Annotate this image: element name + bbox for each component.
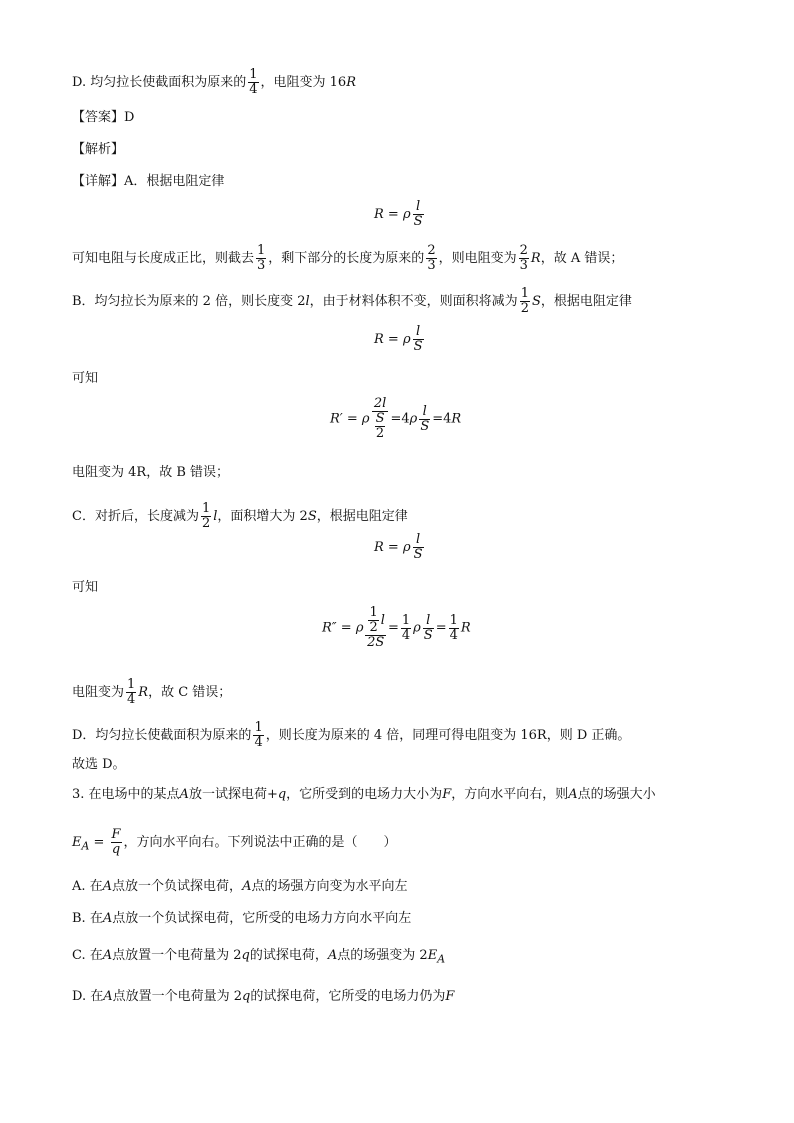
var-q: q — [241, 948, 250, 963]
formula-l: l — [415, 199, 421, 214]
rpp-fraction-1 — [401, 614, 411, 643]
rp-fraction — [419, 405, 430, 434]
fraction-den: 3 — [427, 258, 436, 273]
rpp-den: 2S — [367, 635, 385, 650]
rpp-m2: = — [435, 620, 447, 636]
fraction-num: 1 — [520, 286, 529, 301]
var-r: R — [346, 75, 356, 90]
formula-eq: = — [383, 332, 403, 347]
formula-l: l — [415, 532, 421, 547]
option-text: B. 在 — [72, 911, 103, 926]
c-analysis-line — [72, 502, 408, 531]
formula-r-double-prime — [322, 606, 471, 650]
q3-text-3: ，它所受到的电场力大小为 — [286, 787, 443, 802]
rpp-fraction-ls — [423, 614, 434, 643]
c-result-text-2: ，故 C 错误； — [148, 685, 232, 700]
choose-line: 故选 D。 — [72, 757, 126, 772]
var-a: A — [102, 948, 113, 963]
rp-den-num: S — [375, 411, 385, 426]
rpp-num-fraction — [368, 606, 378, 635]
option-text: A. 在 — [72, 879, 103, 894]
fraction-num: 1 — [249, 67, 258, 82]
q3-stem-line-2 — [72, 828, 397, 857]
b-result: 电阻变为 4R，故 B 错误； — [72, 465, 230, 480]
var-a: A — [327, 948, 338, 963]
option-text: C. 在 — [72, 948, 103, 963]
a-line-text-4: ，故 A 错误； — [540, 251, 624, 266]
var-f: F — [442, 787, 452, 802]
rp-m2: =4 — [432, 411, 452, 427]
q3-frac-num: F — [111, 827, 121, 842]
q3-text-6: ，方向水平向右。下列说法中正确的是（ ） — [123, 835, 397, 850]
fraction-den: 2 — [520, 301, 529, 316]
rp-l: l — [422, 403, 427, 419]
var-f: F — [445, 989, 455, 1004]
rp-r: R — [451, 411, 462, 427]
var-a: A — [102, 879, 113, 894]
c-result-text: 电阻变为 — [72, 685, 125, 700]
fraction-num: 2 — [427, 243, 436, 258]
rpp-rho: ρ — [355, 620, 364, 636]
formula-rho: ρ — [402, 207, 411, 222]
fraction-den: 4 — [249, 82, 258, 97]
fraction-num: 2 — [519, 243, 528, 258]
option-text: D. 在 — [72, 989, 104, 1004]
formula-s: S — [413, 547, 423, 562]
var-q: q — [242, 989, 251, 1004]
formula-r: R — [374, 207, 384, 222]
formula-resistance-3 — [374, 533, 426, 562]
var-s: S — [531, 294, 541, 309]
rpp-big-fraction — [365, 606, 385, 650]
formula-l: l — [415, 324, 421, 339]
rpp-num-num: 1 — [369, 605, 378, 620]
formula-fraction — [413, 200, 424, 229]
c-line-text-3: ，根据电阻定律 — [316, 509, 408, 524]
rpp-r: R — [460, 620, 471, 636]
fraction-den: 4 — [127, 692, 136, 707]
b-analysis-line — [72, 287, 632, 316]
fraction — [256, 244, 266, 273]
q3-frac-den: q — [111, 842, 121, 857]
fraction-num: 1 — [449, 612, 458, 628]
rp-den-fraction — [375, 412, 386, 441]
option-text-3: 的试探电荷， — [249, 948, 328, 963]
kezhi-1: 可知 — [72, 371, 99, 386]
rp-s: S — [420, 418, 430, 434]
option-text-2: 点放置一个电荷量为 2 — [112, 948, 242, 963]
a-line-text-3: ，则电阻变为 — [438, 251, 517, 266]
fraction — [519, 244, 529, 273]
c-line-text-2: ，面积增大为 2 — [217, 509, 308, 524]
formula-rho: ρ — [402, 540, 411, 555]
answer-line — [72, 111, 134, 124]
var-a: A — [179, 787, 189, 802]
option-text-3: 点的场强方向变为水平向左 — [251, 879, 408, 894]
formula-r-prime — [330, 397, 461, 441]
a-line-text-2: ，剩下部分的长度为原来的 — [268, 251, 425, 266]
detail-line — [72, 175, 224, 188]
option-text-2: 点放一个负试探电荷，它所受的电场力方向水平向左 — [112, 911, 412, 926]
fraction — [201, 502, 211, 531]
formula-eq: = — [383, 207, 403, 222]
rpp-lhs: R″ — [322, 620, 337, 636]
var-r: R — [530, 251, 541, 266]
rpp-rho-2: ρ — [413, 620, 421, 636]
fraction — [426, 244, 436, 273]
rp-rho-2: ρ — [409, 411, 418, 427]
rpp-eq: = — [336, 620, 356, 636]
c-line-text: C．对折后，长度减为 — [72, 509, 199, 524]
rp-num: 2l — [373, 396, 387, 411]
fraction — [126, 678, 136, 707]
var-a: A — [102, 911, 113, 926]
fraction-den: 4 — [401, 627, 411, 643]
var-s: S — [307, 509, 317, 524]
d-line-text: D．均匀拉长使截面积为原来的 — [72, 728, 252, 743]
answer-value: D — [124, 110, 135, 125]
formula-fraction — [413, 325, 424, 354]
b-line-text-3: ，根据电阻定律 — [540, 294, 632, 309]
formula-resistance-2 — [374, 325, 426, 354]
var-a: A — [242, 879, 252, 894]
option-text-4: 点的场强变为 2 — [337, 948, 428, 963]
q3-eq: = — [89, 835, 109, 850]
var-l: l — [213, 509, 218, 524]
rpp-l: l — [426, 612, 431, 628]
var-l: l — [305, 294, 310, 309]
formula-rho: ρ — [402, 332, 411, 347]
q3-fraction — [111, 828, 122, 857]
q3-text-2: 放一试探电荷+ — [188, 787, 278, 802]
var-a: A — [103, 989, 113, 1004]
rpp-num-den: 2 — [369, 620, 378, 635]
q3-option-a[interactable] — [72, 880, 407, 893]
formula-s: S — [413, 339, 423, 354]
d-line-text-2: ，则长度为原来的 4 倍，同理可得电阻变为 16R，则 D 正确。 — [265, 728, 631, 743]
d-analysis-line — [72, 721, 630, 750]
formula-r: R — [374, 332, 384, 347]
fraction-num: 1 — [401, 612, 411, 628]
var-e: E — [427, 948, 438, 963]
rp-lhs: R′ — [330, 411, 343, 427]
detail-text: A．根据电阻定律 — [124, 174, 225, 189]
option-text-2: 点放一个负试探电荷， — [112, 879, 243, 894]
option-d-prev — [72, 68, 356, 97]
rp-eq: = — [342, 411, 362, 427]
b-line-text-2: ，由于材料体积不变，则面积将减为 — [309, 294, 518, 309]
option-d-text-2: ，电阻变为 16 — [260, 75, 347, 90]
formula-r: R — [374, 540, 384, 555]
rp-den-den: 2 — [375, 426, 385, 441]
rpp-fraction-2 — [449, 614, 459, 643]
option-d-text: D. 均匀拉长使截面积为原来的 — [72, 75, 247, 90]
fraction — [520, 287, 530, 316]
fraction — [253, 721, 263, 750]
q3-stem-line-1 — [72, 788, 656, 801]
var-q: q — [277, 787, 287, 802]
option-text-2: 点放置一个电荷量为 2 — [112, 989, 243, 1004]
analysis-heading: 【解析】 — [72, 142, 125, 157]
b-line-text: B．均匀拉长为原来的 2 倍，则长度变 2 — [72, 294, 306, 309]
q3-option-d[interactable] — [72, 990, 454, 1003]
fraction-num: 1 — [201, 501, 211, 516]
rpp-num-l: l — [380, 613, 385, 628]
fraction — [248, 68, 258, 97]
formula-s: S — [413, 214, 423, 229]
rpp-m1: = — [387, 620, 399, 636]
fraction-num: 1 — [257, 243, 266, 258]
fraction-den: 4 — [254, 735, 263, 750]
fraction-den: 3 — [257, 258, 266, 273]
formula-eq: = — [383, 540, 403, 555]
fraction-num: 1 — [254, 720, 263, 735]
rp-big-fraction — [372, 397, 389, 441]
q3-option-c[interactable] — [72, 949, 445, 965]
var-e-sub: A — [81, 839, 90, 853]
q3-text-5: 点的场强大小 — [577, 787, 656, 802]
c-result — [72, 678, 231, 707]
var-r: R — [138, 685, 149, 700]
fraction-den: 2 — [201, 516, 211, 531]
a-analysis-line — [72, 244, 623, 273]
var-e: E — [72, 835, 82, 850]
q3-text-4: ，方向水平向右，则 — [451, 787, 569, 802]
detail-label: 【详解】 — [72, 174, 125, 189]
rp-rho: ρ — [361, 411, 370, 427]
fraction-den: 4 — [449, 627, 458, 643]
formula-fraction — [413, 533, 424, 562]
q3-text: 3. 在电场中的某点 — [72, 787, 180, 802]
formula-resistance-1 — [374, 200, 426, 229]
kezhi-2: 可知 — [72, 580, 99, 595]
answer-label: 【答案】 — [72, 110, 125, 125]
q3-option-b[interactable] — [72, 912, 411, 925]
fraction-num: 1 — [127, 677, 136, 692]
a-line-text: 可知电阻与长度成正比，则截去 — [72, 251, 255, 266]
var-e-sub: A — [437, 952, 446, 966]
rp-m1: =4 — [390, 411, 410, 427]
fraction-den: 3 — [519, 258, 528, 273]
option-text-3: 的试探电荷，它所受的电场力仍为 — [250, 989, 446, 1004]
var-a: A — [568, 787, 578, 802]
rpp-s: S — [423, 627, 433, 643]
